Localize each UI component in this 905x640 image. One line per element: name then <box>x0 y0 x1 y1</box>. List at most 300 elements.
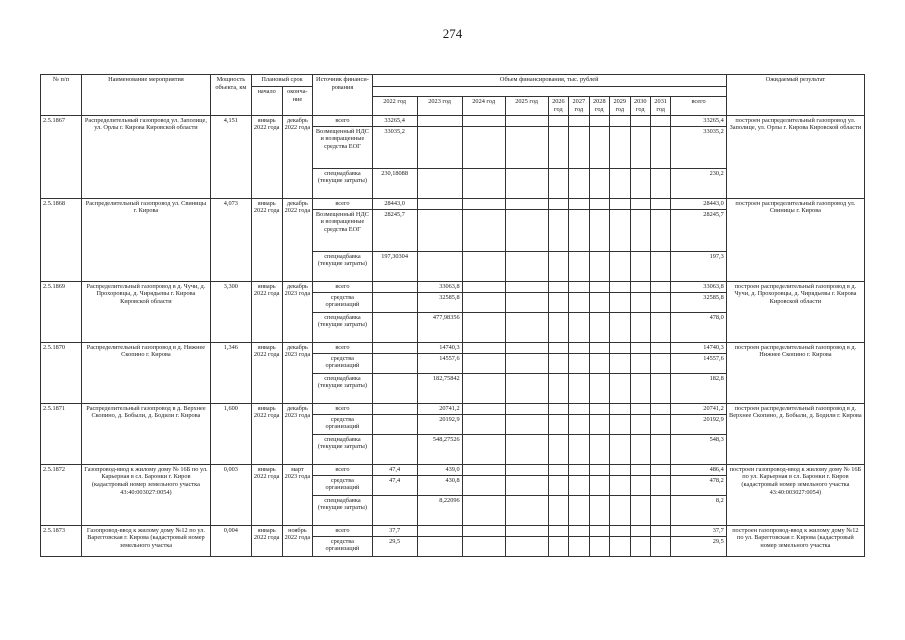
value-2031 <box>650 475 670 495</box>
header-year: 2028 год <box>589 97 609 116</box>
header-year: 2030 год <box>630 97 650 116</box>
value-2029 <box>610 281 630 292</box>
funding-source: средства организаций <box>313 536 372 556</box>
value-2031 <box>650 126 670 168</box>
value-2024 <box>462 475 505 495</box>
value-total: 14740,3 <box>671 342 726 353</box>
item-start: январь 2022 года <box>251 115 282 198</box>
header-source: Источник финанси-рования <box>313 75 372 116</box>
table-row <box>41 198 865 209</box>
value-2024 <box>462 281 505 292</box>
value-2025 <box>505 464 548 475</box>
value-2022: 28443,0 <box>372 198 417 209</box>
value-2031 <box>650 536 670 556</box>
header-total: всего <box>671 97 726 116</box>
value-2027 <box>569 525 589 536</box>
value-2028 <box>589 414 609 434</box>
item-start: январь 2022 года <box>251 525 282 556</box>
value-2025 <box>505 168 548 198</box>
value-2025 <box>505 115 548 126</box>
value-2023: 430,8 <box>417 475 462 495</box>
funding-source: Возмещенный НДС и возвращенные средства ЕОГ <box>313 209 372 251</box>
value-2031 <box>650 495 670 525</box>
value-2027 <box>569 251 589 281</box>
value-2022: 37,7 <box>372 525 417 536</box>
header-result: Ожидаемый результат <box>726 75 864 116</box>
value-2030 <box>630 495 650 525</box>
value-2023 <box>417 525 462 536</box>
value-2029 <box>610 495 630 525</box>
value-2023: 8,22096 <box>417 495 462 525</box>
funding-source: всего <box>313 115 372 126</box>
header-num: № п/п <box>41 75 82 116</box>
funding-source: всего <box>313 281 372 292</box>
page-number: 274 <box>442 26 463 41</box>
value-2028 <box>589 251 609 281</box>
value-2024 <box>462 312 505 342</box>
value-2022: 47,4 <box>372 464 417 475</box>
item-number: 2.5.1869 <box>41 281 82 342</box>
value-2026 <box>548 198 568 209</box>
value-2024 <box>462 414 505 434</box>
value-2026 <box>548 403 568 414</box>
value-2022 <box>372 495 417 525</box>
value-2022 <box>372 281 417 292</box>
item-result: построен газопровод-ввод к жилому дому №12 по ул. Варегговская г. Кирова (кадастровый номер земельного участка <box>726 525 864 556</box>
value-2025 <box>505 251 548 281</box>
header-year: 2024 год <box>462 97 505 116</box>
value-2026 <box>548 434 568 464</box>
item-capacity: 0,004 <box>210 525 251 556</box>
value-2030 <box>630 434 650 464</box>
value-2029 <box>610 115 630 126</box>
value-2023: 14557,6 <box>417 353 462 373</box>
item-end: декабрь 2023 года <box>282 403 313 464</box>
value-2031 <box>650 403 670 414</box>
value-2026 <box>548 251 568 281</box>
funding-source: спецнадбавка (текущие затраты) <box>313 434 372 464</box>
value-2022: 47,4 <box>372 475 417 495</box>
value-2029 <box>610 126 630 168</box>
value-2030 <box>630 464 650 475</box>
value-2023: 548,27526 <box>417 434 462 464</box>
value-2027 <box>569 312 589 342</box>
value-total: 29,5 <box>671 536 726 556</box>
value-2031 <box>650 209 670 251</box>
value-2028 <box>589 373 609 403</box>
value-2026 <box>548 168 568 198</box>
value-2027 <box>569 403 589 414</box>
value-total: 20741,2 <box>671 403 726 414</box>
value-2028 <box>589 281 609 292</box>
value-2028 <box>589 353 609 373</box>
value-total: 33063,8 <box>671 281 726 292</box>
value-2025 <box>505 342 548 353</box>
value-2023 <box>417 126 462 168</box>
value-2023: 439,0 <box>417 464 462 475</box>
value-2023 <box>417 115 462 126</box>
value-2029 <box>610 373 630 403</box>
item-number: 2.5.1873 <box>41 525 82 556</box>
value-2024 <box>462 115 505 126</box>
value-2023: 14740,3 <box>417 342 462 353</box>
value-2029 <box>610 312 630 342</box>
financing-table <box>40 74 865 557</box>
value-2024 <box>462 434 505 464</box>
value-2026 <box>548 342 568 353</box>
value-total: 478,2 <box>671 475 726 495</box>
value-2022 <box>372 373 417 403</box>
value-2024 <box>462 342 505 353</box>
value-2026 <box>548 414 568 434</box>
value-2025 <box>505 126 548 168</box>
value-total: 14557,6 <box>671 353 726 373</box>
item-name: Распределительный газопровод в д. Верхнее Скопино, д. Бобыли, д. Бодили г. Кирова <box>81 403 210 464</box>
value-2026 <box>548 353 568 373</box>
value-2024 <box>462 373 505 403</box>
funding-source: спецнадбавка (текущие затраты) <box>313 373 372 403</box>
funding-source: спецнадбавка (текущие затраты) <box>313 312 372 342</box>
funding-source: всего <box>313 198 372 209</box>
value-2027 <box>569 495 589 525</box>
item-start: январь 2022 года <box>251 198 282 281</box>
value-2023: 32585,8 <box>417 292 462 312</box>
item-number: 2.5.1872 <box>41 464 82 525</box>
item-name: Распределительный газопровод ул. Заполице, ул. Орлы г. Кирова Кировской области <box>81 115 210 198</box>
value-2026 <box>548 525 568 536</box>
value-2027 <box>569 198 589 209</box>
value-2024 <box>462 525 505 536</box>
value-2024 <box>462 495 505 525</box>
value-2027 <box>569 536 589 556</box>
value-2028 <box>589 525 609 536</box>
value-2022 <box>372 403 417 414</box>
value-2027 <box>569 342 589 353</box>
value-2030 <box>630 198 650 209</box>
value-2025 <box>505 373 548 403</box>
item-end: март 2023 года <box>282 464 313 525</box>
item-result: построен распределительный газопровод в д. Чучи, д. Прохоровцы, д. Чирядьевы г. Кирова Кировской области <box>726 281 864 342</box>
item-capacity: 3,300 <box>210 281 251 342</box>
value-2031 <box>650 281 670 292</box>
value-2026 <box>548 464 568 475</box>
value-2030 <box>630 403 650 414</box>
item-end: декабрь 2022 года <box>282 115 313 198</box>
item-result: построен газопровод-ввод к жилому дому № 16Б по ул. Карьерная в сл. Баронки г. Киров (кадастровый номер земельного участка 43:40:003027:0054) <box>726 464 864 525</box>
header-year: 2025 год <box>505 97 548 116</box>
value-2027 <box>569 292 589 312</box>
value-2026 <box>548 115 568 126</box>
value-2024 <box>462 536 505 556</box>
header-year: 2026 год <box>548 97 568 116</box>
funding-source: спецнадбавка (текущие затраты) <box>313 495 372 525</box>
value-2022 <box>372 292 417 312</box>
header-end: оконча-ние <box>282 87 313 116</box>
value-total: 32585,8 <box>671 292 726 312</box>
value-2026 <box>548 495 568 525</box>
value-2025 <box>505 312 548 342</box>
header-year: 2031 год <box>650 97 670 116</box>
value-2026 <box>548 475 568 495</box>
funding-source: всего <box>313 403 372 414</box>
value-2022: 33265,4 <box>372 115 417 126</box>
value-total: 20192,9 <box>671 414 726 434</box>
item-start: январь 2022 года <box>251 342 282 403</box>
value-2031 <box>650 292 670 312</box>
value-2030 <box>630 281 650 292</box>
value-total: 182,8 <box>671 373 726 403</box>
value-2025 <box>505 475 548 495</box>
value-2025 <box>505 495 548 525</box>
value-2023 <box>417 209 462 251</box>
value-total: 28443,0 <box>671 198 726 209</box>
value-total: 33265,4 <box>671 115 726 126</box>
value-total: 28245,7 <box>671 209 726 251</box>
value-2031 <box>650 464 670 475</box>
value-total: 548,3 <box>671 434 726 464</box>
value-2024 <box>462 403 505 414</box>
value-2031 <box>650 353 670 373</box>
value-2023: 20192,9 <box>417 414 462 434</box>
value-2026 <box>548 209 568 251</box>
value-2029 <box>610 353 630 373</box>
funding-source: средства организаций <box>313 475 372 495</box>
value-2030 <box>630 342 650 353</box>
header-year: 2029 год <box>610 97 630 116</box>
value-2029 <box>610 414 630 434</box>
value-total: 230,2 <box>671 168 726 198</box>
value-2026 <box>548 373 568 403</box>
value-2030 <box>630 536 650 556</box>
value-2023 <box>417 198 462 209</box>
value-2030 <box>630 373 650 403</box>
value-2028 <box>589 536 609 556</box>
value-2029 <box>610 168 630 198</box>
value-2028 <box>589 292 609 312</box>
value-2027 <box>569 475 589 495</box>
funding-source: средства организаций <box>313 414 372 434</box>
value-2029 <box>610 342 630 353</box>
value-2024 <box>462 292 505 312</box>
value-2027 <box>569 434 589 464</box>
table-row <box>41 281 865 292</box>
value-2024 <box>462 251 505 281</box>
value-2025 <box>505 209 548 251</box>
value-2022 <box>372 312 417 342</box>
value-2030 <box>630 312 650 342</box>
funding-source: спецнадбавка (текущие затраты) <box>313 251 372 281</box>
value-2030 <box>630 414 650 434</box>
value-2027 <box>569 373 589 403</box>
value-total: 8,2 <box>671 495 726 525</box>
value-2031 <box>650 373 670 403</box>
value-2029 <box>610 198 630 209</box>
value-2029 <box>610 475 630 495</box>
table-body <box>41 115 865 556</box>
value-2029 <box>610 292 630 312</box>
value-2029 <box>610 403 630 414</box>
item-start: январь 2022 года <box>251 403 282 464</box>
value-2031 <box>650 251 670 281</box>
value-2026 <box>548 126 568 168</box>
value-2025 <box>505 292 548 312</box>
item-end: декабрь 2023 года <box>282 342 313 403</box>
value-2030 <box>630 115 650 126</box>
value-2024 <box>462 464 505 475</box>
value-2028 <box>589 168 609 198</box>
value-2027 <box>569 126 589 168</box>
value-2030 <box>630 209 650 251</box>
value-2030 <box>630 292 650 312</box>
value-2026 <box>548 536 568 556</box>
value-2023: 477,98356 <box>417 312 462 342</box>
table-row <box>41 342 865 353</box>
value-2023 <box>417 168 462 198</box>
value-2029 <box>610 251 630 281</box>
item-result: построен распределительный газопровод ул. Заполице, ул. Орлы г. Кирова Кировской области <box>726 115 864 198</box>
value-2023: 182,75842 <box>417 373 462 403</box>
funding-source: всего <box>313 342 372 353</box>
value-2022: 29,5 <box>372 536 417 556</box>
value-2026 <box>548 312 568 342</box>
item-number: 2.5.1870 <box>41 342 82 403</box>
value-2026 <box>548 281 568 292</box>
value-2023 <box>417 536 462 556</box>
value-2031 <box>650 434 670 464</box>
item-name: Распределительный газопровод ул. Свиницы г. Кирова <box>81 198 210 281</box>
value-2024 <box>462 198 505 209</box>
value-total: 486,4 <box>671 464 726 475</box>
item-end: декабрь 2023 года <box>282 281 313 342</box>
item-capacity: 1,600 <box>210 403 251 464</box>
value-total: 37,7 <box>671 525 726 536</box>
item-start: январь 2022 года <box>251 281 282 342</box>
header-volume: Объем финансирования, тыс. рублей <box>372 75 726 87</box>
funding-source: всего <box>313 464 372 475</box>
value-2028 <box>589 342 609 353</box>
value-2031 <box>650 115 670 126</box>
value-2028 <box>589 312 609 342</box>
header-capacity: Мощность объекта, км <box>210 75 251 116</box>
value-2024 <box>462 353 505 373</box>
item-capacity: 4,151 <box>210 115 251 198</box>
value-2023: 20741,2 <box>417 403 462 414</box>
table-row <box>41 403 865 414</box>
value-2028 <box>589 115 609 126</box>
value-2028 <box>589 403 609 414</box>
value-2029 <box>610 536 630 556</box>
value-2025 <box>505 353 548 373</box>
value-2022: 33035,2 <box>372 126 417 168</box>
value-2024 <box>462 126 505 168</box>
value-2028 <box>589 464 609 475</box>
value-2025 <box>505 536 548 556</box>
value-2029 <box>610 434 630 464</box>
value-2031 <box>650 414 670 434</box>
value-total: 478,0 <box>671 312 726 342</box>
value-2022 <box>372 353 417 373</box>
funding-source: Возмещенный НДС и возвращенные средства ЕОГ <box>313 126 372 168</box>
value-2022: 28245,7 <box>372 209 417 251</box>
item-number: 2.5.1868 <box>41 198 82 281</box>
value-total: 33035,2 <box>671 126 726 168</box>
value-2022 <box>372 414 417 434</box>
item-name: Распределительный газопровод в д. Чучи, д. Прохоровцы, д. Чирядьевы г. Кирова Кировской области <box>81 281 210 342</box>
item-start: январь 2022 года <box>251 464 282 525</box>
value-2025 <box>505 281 548 292</box>
value-2030 <box>630 353 650 373</box>
table-row <box>41 464 865 475</box>
value-2023 <box>417 251 462 281</box>
funding-source: средства организаций <box>313 353 372 373</box>
value-2022 <box>372 434 417 464</box>
value-2030 <box>630 251 650 281</box>
value-2024 <box>462 168 505 198</box>
value-2028 <box>589 209 609 251</box>
value-2028 <box>589 126 609 168</box>
header-period: Плановый срок <box>251 75 312 87</box>
value-2031 <box>650 168 670 198</box>
value-2027 <box>569 209 589 251</box>
value-total: 197,3 <box>671 251 726 281</box>
value-2026 <box>548 292 568 312</box>
value-2030 <box>630 525 650 536</box>
header-year: 2023 год <box>417 97 462 116</box>
value-2028 <box>589 198 609 209</box>
funding-source: средства организаций <box>313 292 372 312</box>
header-year: 2027 год <box>569 97 589 116</box>
item-name: Газопровод-ввод к жилому дому № 16Б по ул. Карьерная в сл. Баронки г. Киров (кадастровый номер земельного участка 43:40:003027:0054) <box>81 464 210 525</box>
item-end: декабрь 2022 года <box>282 198 313 281</box>
value-2028 <box>589 495 609 525</box>
table-row <box>41 115 865 126</box>
value-2027 <box>569 168 589 198</box>
value-2027 <box>569 464 589 475</box>
value-2023: 33063,8 <box>417 281 462 292</box>
value-2030 <box>630 475 650 495</box>
funding-source: спецнадбавка (текущие затраты) <box>313 168 372 198</box>
item-capacity: 1,346 <box>210 342 251 403</box>
value-2027 <box>569 115 589 126</box>
value-2024 <box>462 209 505 251</box>
item-capacity: 0,003 <box>210 464 251 525</box>
value-2027 <box>569 281 589 292</box>
value-2029 <box>610 209 630 251</box>
value-2029 <box>610 464 630 475</box>
value-2031 <box>650 198 670 209</box>
value-2022: 197,30304 <box>372 251 417 281</box>
funding-source: всего <box>313 525 372 536</box>
value-2030 <box>630 126 650 168</box>
item-number: 2.5.1867 <box>41 115 82 198</box>
item-result: построен распределительный газопровод в д. Нижнее Скопино г. Кирова <box>726 342 864 403</box>
item-name: Распределительный газопровод в д. Нижнее Скопино г. Кирова <box>81 342 210 403</box>
value-2029 <box>610 525 630 536</box>
value-2025 <box>505 414 548 434</box>
item-result: построен распределительный газопровод в д. Верхнее Скопино, д. Бобыли, д. Бодили г. Кирова <box>726 403 864 464</box>
header-name: Наименование мероприятия <box>81 75 210 116</box>
value-2030 <box>630 168 650 198</box>
value-2025 <box>505 434 548 464</box>
value-2022: 230,18088 <box>372 168 417 198</box>
item-end: ноябрь 2022 года <box>282 525 313 556</box>
item-number: 2.5.1871 <box>41 403 82 464</box>
value-2031 <box>650 342 670 353</box>
value-2031 <box>650 312 670 342</box>
value-2025 <box>505 525 548 536</box>
value-2031 <box>650 525 670 536</box>
table-row <box>41 525 865 536</box>
